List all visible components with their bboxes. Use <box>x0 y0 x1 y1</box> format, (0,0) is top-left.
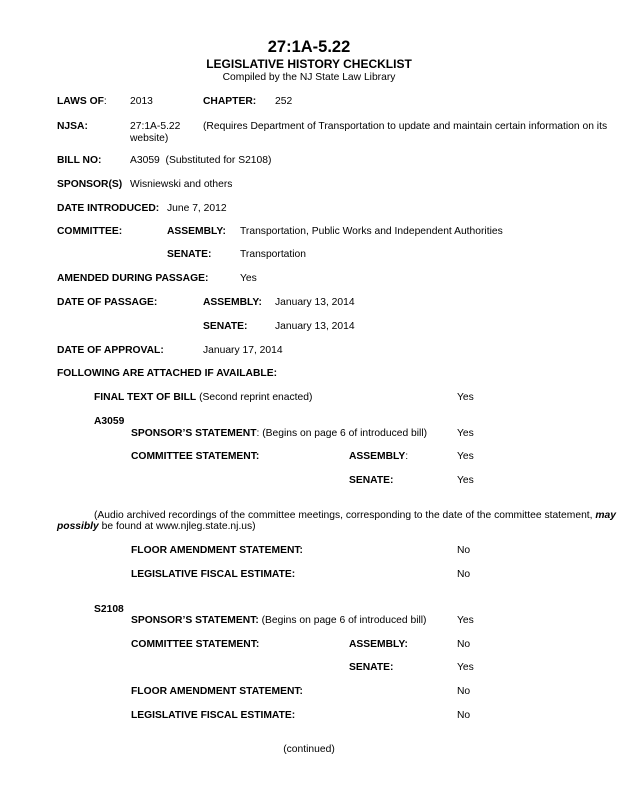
audio-note-text1: (Audio archived recordings of the committee meetings, corresponding to the date of the committee statement, <box>94 510 596 521</box>
passage-assembly-value: January 13, 2014 <box>275 297 355 308</box>
njsa-description-line1: (Requires Department of Transportation to update and maintain certain information on its <box>203 121 608 132</box>
amended-label: AMENDED DURING PASSAGE: <box>57 273 209 284</box>
s2108-floor-label: FLOOR AMENDMENT STATEMENT: <box>131 686 303 697</box>
continued-note: (continued) <box>283 744 335 755</box>
s2108-senate-value: Yes <box>457 662 474 673</box>
a3059-assembly-colon: : <box>405 451 409 462</box>
chapter-value: 252 <box>275 96 293 107</box>
a3059-assembly-label: ASSEMBLY <box>349 451 406 462</box>
njsa-label: NJSA: <box>57 121 88 132</box>
date-approval-label: DATE OF APPROVAL: <box>57 345 164 356</box>
document-subtitle: LEGISLATIVE HISTORY CHECKLIST <box>206 57 412 71</box>
a3059-senate-label: SENATE: <box>349 475 394 486</box>
passage-senate-value: January 13, 2014 <box>275 321 355 332</box>
page-title: 27:1A-5.22 <box>267 38 351 56</box>
audio-note-may: may <box>595 510 616 521</box>
a3059-assembly-row <box>349 451 408 463</box>
sponsor-value: Wisniewski and others <box>130 179 233 190</box>
bill-number: A3059 <box>130 155 160 166</box>
committee-assembly-value: Transportation, Public Works and Independent Authorities <box>240 226 503 237</box>
final-text-row <box>94 392 312 404</box>
a3059-sponsor-label: SPONSOR’S STATEMENT <box>131 428 257 439</box>
bill-substitution-note: (Substituted for S2108) <box>165 155 272 166</box>
audio-note-possibly: possibly <box>57 521 99 532</box>
audio-note-line2 <box>57 521 256 533</box>
a3059-fiscal-value: No <box>457 569 471 580</box>
s2108-bill-label: S2108 <box>94 604 124 615</box>
njsa-value: 27:1A-5.22 <box>130 121 181 132</box>
date-passage-label: DATE OF PASSAGE: <box>57 297 158 308</box>
passage-senate-label: SENATE: <box>203 321 248 332</box>
s2108-floor-value: No <box>457 686 471 697</box>
s2108-sponsor-note: (Begins on page 6 of introduced bill) <box>258 615 427 626</box>
committee-assembly-label: ASSEMBLY: <box>167 226 226 237</box>
a3059-floor-value: No <box>457 545 471 556</box>
njsa-description-line2: website) <box>130 133 169 144</box>
a3059-fiscal-label: LEGISLATIVE FISCAL ESTIMATE: <box>131 569 296 580</box>
a3059-senate-value: Yes <box>457 475 474 486</box>
s2108-senate-label: SENATE: <box>349 662 394 673</box>
laws-of-row <box>57 96 107 108</box>
final-text-label: FINAL TEXT OF BILL <box>94 392 197 403</box>
s2108-fiscal-value: No <box>457 710 471 721</box>
date-approval-value: January 17, 2014 <box>203 345 283 356</box>
a3059-bill-label: A3059 <box>94 416 125 427</box>
audio-note-text2: be found at www.njleg.state.nj.us) <box>98 521 256 532</box>
a3059-sponsor-note: : (Begins on page 6 of introduced bill) <box>256 428 428 439</box>
committee-label: COMMITTEE: <box>57 226 123 237</box>
chapter-label: CHAPTER: <box>203 96 257 107</box>
attached-heading: FOLLOWING ARE ATTACHED IF AVAILABLE: <box>57 368 278 379</box>
amended-value: Yes <box>240 273 257 284</box>
compiled-by-note: Compiled by the NJ State Law Library <box>222 72 396 83</box>
a3059-sponsor-value: Yes <box>457 428 474 439</box>
s2108-fiscal-label: LEGISLATIVE FISCAL ESTIMATE: <box>131 710 296 721</box>
s2108-sponsor-value: Yes <box>457 615 474 626</box>
bill-no-label: BILL NO: <box>57 155 102 166</box>
a3059-sponsor-statement <box>131 428 427 440</box>
date-introduced-value: June 7, 2012 <box>167 203 227 214</box>
date-introduced-label: DATE INTRODUCED: <box>57 203 160 214</box>
s2108-assembly-value: No <box>457 639 471 650</box>
committee-senate-value: Transportation <box>240 249 307 260</box>
laws-of-colon: : <box>103 96 107 107</box>
a3059-assembly-value: Yes <box>457 451 474 462</box>
s2108-committee-label: COMMITTEE STATEMENT: <box>131 639 260 650</box>
bill-no-value <box>130 155 271 167</box>
sponsor-label: SPONSOR(S) <box>57 179 123 190</box>
s2108-sponsor-label: SPONSOR’S STATEMENT: <box>131 615 259 626</box>
final-text-value: Yes <box>457 392 474 403</box>
a3059-committee-label: COMMITTEE STATEMENT: <box>131 451 260 462</box>
laws-of-label: LAWS OF <box>57 96 104 107</box>
final-text-note: (Second reprint enacted) <box>196 392 313 403</box>
s2108-assembly-label: ASSEMBLY: <box>349 639 408 650</box>
laws-of-year: 2013 <box>130 96 153 107</box>
committee-senate-label: SENATE: <box>167 249 212 260</box>
passage-assembly-label: ASSEMBLY: <box>203 297 262 308</box>
a3059-floor-label: FLOOR AMENDMENT STATEMENT: <box>131 545 303 556</box>
s2108-sponsor-statement <box>131 615 426 627</box>
